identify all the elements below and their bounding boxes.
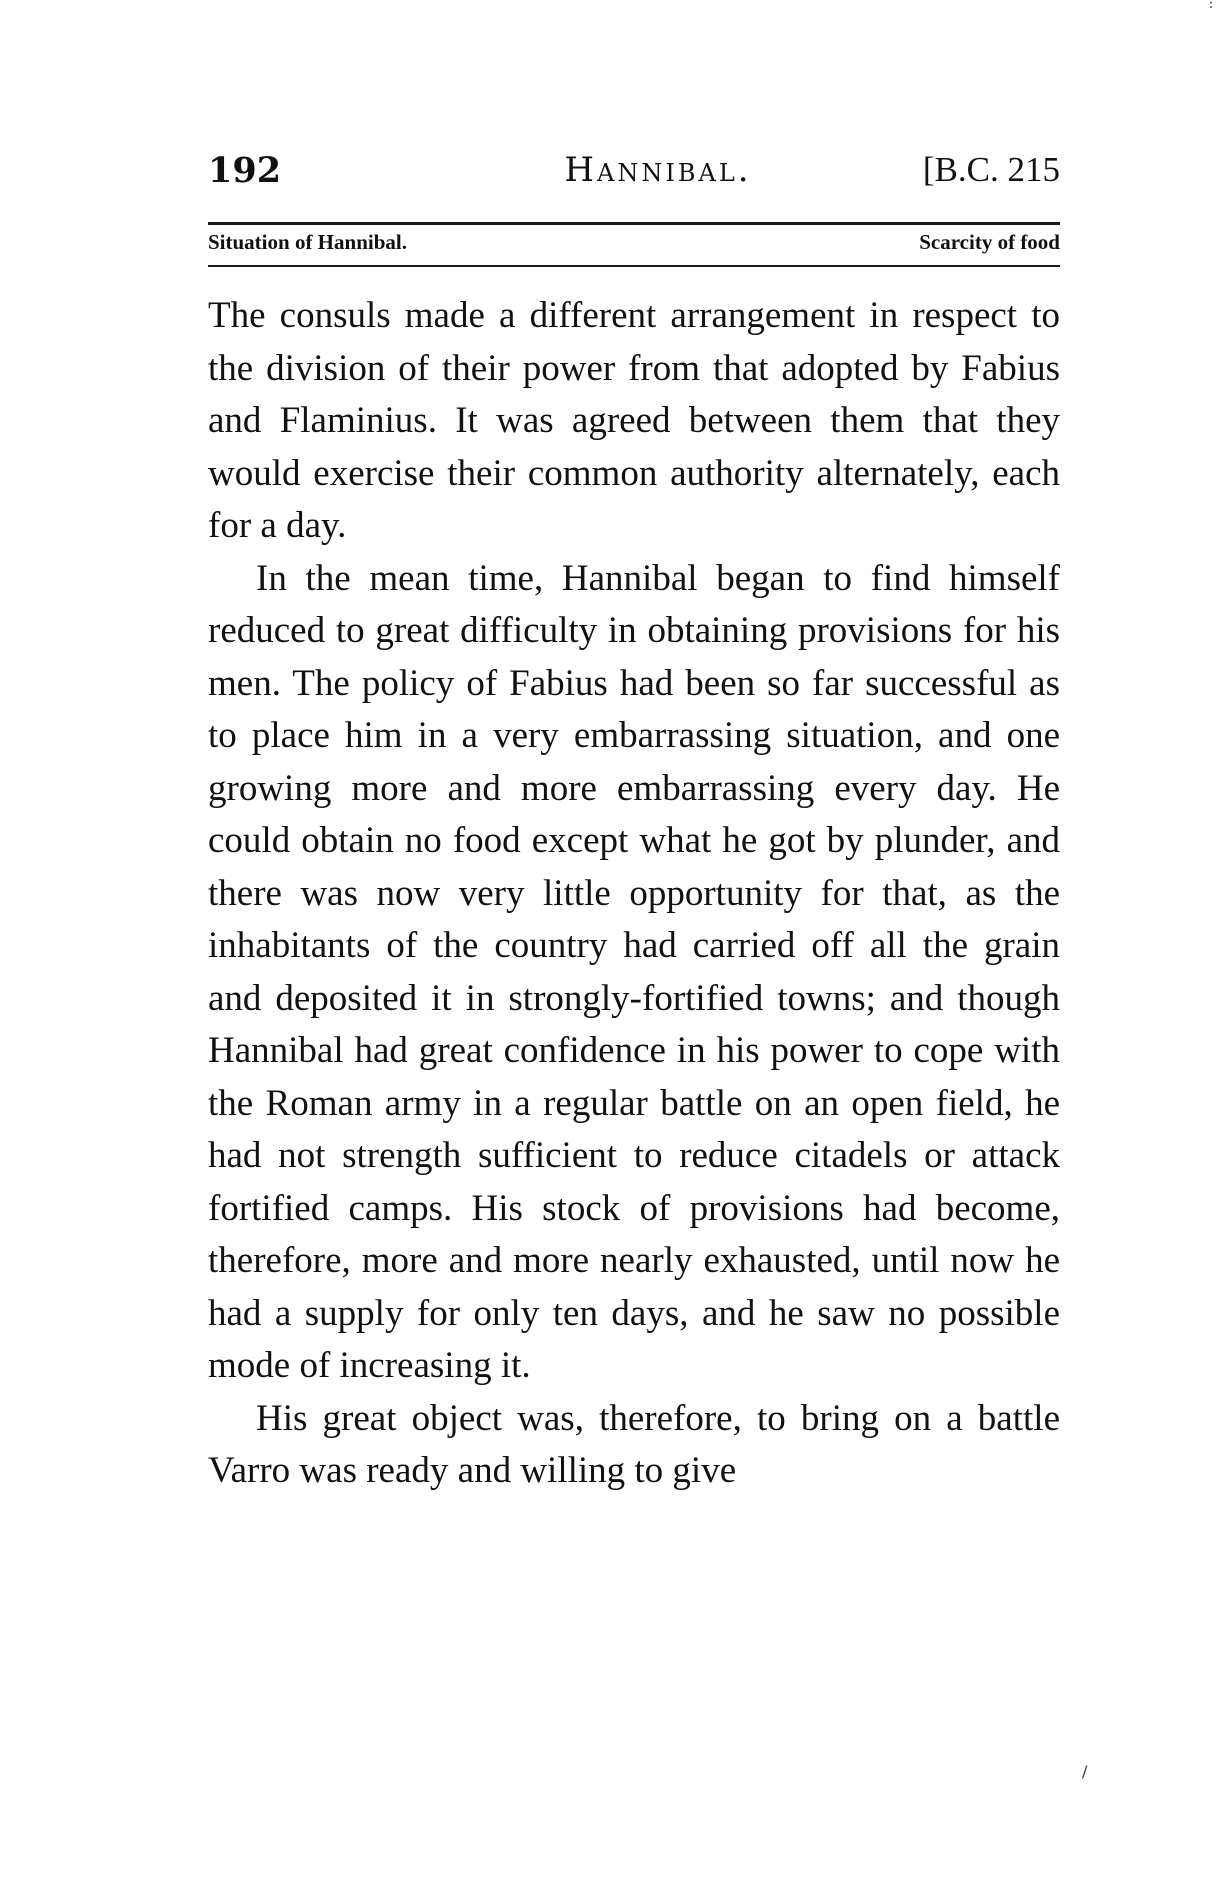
paragraph-1: The consuls made a different arrangement in respect to the division of their power from that adopted by Fabius and Flaminius. It was agreed between them that they would exercise their common authority alternately, each for a day. [208,295,1060,546]
sidenotes [208,230,1060,260]
paragraph-2: In the mean time, Hannibal began to find himself reduced to great difficulty in obtaining provisions for his men. The policy of Fabius had been so far successful as to place him in a very embarrassing situation, and one growing more and more embarrassing every day. He could obtain no food except what he got by plunder, and there was now very little opportunity for that, as the inhabitants of the country had carried off all the grain and deposited it in strongly-fortified towns; and though Hannibal had great confidence in his power to cope with the Roman army in a regular battle on an open field, he had not strength sufficient to reduce citadels or attack fortified camps. His stock of provisions had become, therefore, more and more nearly exhausted, until now he had a supply for only ten days, and he saw no possible mode of increasing it. [208,557,1060,1386]
body-text [208,290,1060,1498]
running-title: Hannibal. [564,150,752,190]
page-number: 192 [208,150,282,191]
sidenote-right: Scarcity of food [919,230,1060,254]
sidenote-left: Situation of Hannibal. [208,230,407,254]
paragraph-3: His great object was, therefore, to bring on a battle Varro was ready and willing to give [208,1397,1060,1491]
scan-artifact-bottom: / [1082,1762,1088,1781]
page-header [208,150,1060,210]
header-rule-top [208,222,1060,225]
scan-artifact-top: : [1208,0,1214,12]
date-reference: [B.C. 215 [922,150,1060,189]
header-rule-bottom [208,265,1060,267]
